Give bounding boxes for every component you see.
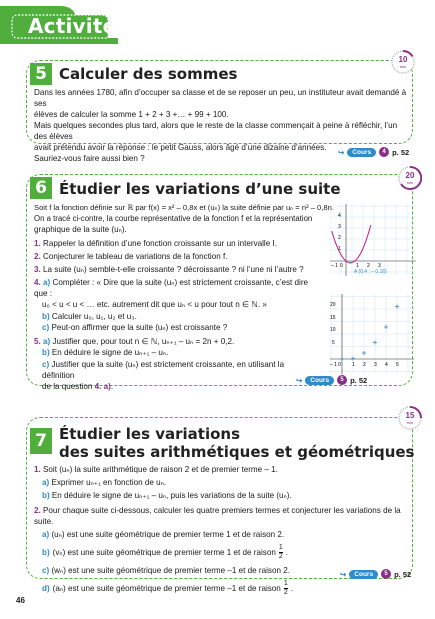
question-number: 2. — [34, 506, 41, 515]
cours-number: 5 — [381, 569, 391, 579]
question-number: 2. — [34, 252, 41, 261]
x-tick-label: 0 — [340, 263, 343, 269]
page-title: Activités — [28, 14, 129, 38]
sequence-point — [395, 305, 399, 309]
text-line: graphique de la suite (uₙ). — [34, 225, 127, 234]
timer-value: 15 — [405, 411, 415, 420]
numerator: 1 — [278, 544, 283, 551]
x-tick-label: 3 — [374, 362, 377, 368]
text-line: avait prétendu avoir la réponse : le petit Gauss, alors âgé d’une dizaine d’années. — [34, 143, 327, 152]
question-text: Compléter : « Dire que la suite (uₙ) est strictement croissante, c’est dire que : — [34, 278, 309, 298]
x-tick-label: – 1 — [330, 362, 337, 368]
question-text: de la question — [42, 382, 93, 391]
sequence-point — [340, 357, 344, 361]
question-sub: b) — [42, 491, 50, 500]
question-text: En déduire le signe de uₙ₊₁ – uₙ, puis les variations de la suite (uₙ). — [51, 491, 292, 500]
exercise-number: 7 — [30, 428, 52, 454]
fraction — [284, 580, 288, 597]
question-sub: c) — [42, 323, 50, 332]
x-tick-label: 1 — [352, 362, 355, 368]
text-line: Soit f la fonction définie sur ℝ par f(x) = x² – 0,8x et (uₙ) la suite définie par uₙ = n² – 0,8n. — [34, 203, 334, 212]
question-text: Justifier que, pour tout n ∈ ℕ, uₙ₊₁ – uₙ = 2n + 0,2. — [52, 337, 235, 346]
y-tick-label: 2 — [338, 235, 341, 241]
point-a — [349, 262, 351, 264]
question-reference: 4. a) — [94, 382, 111, 391]
question-sub: c) — [42, 566, 50, 575]
cours-label: Cours — [349, 570, 378, 579]
question — [34, 359, 314, 381]
question-sub: a) — [43, 337, 51, 346]
y-tick-label: 15 — [330, 315, 336, 321]
question-text: En déduire le signe de uₙ₊₁ – uₙ. — [51, 348, 169, 357]
question-number: 1. — [34, 465, 41, 474]
cours-number: 4 — [379, 147, 389, 157]
x-tick-label: – 1 — [331, 263, 338, 269]
question — [34, 477, 409, 488]
x-tick-label: 5 — [396, 362, 399, 368]
question-sub: c) — [42, 360, 50, 369]
y-tick-label: 4 — [338, 213, 341, 219]
x-tick-label: 0 — [338, 362, 341, 368]
question: de la question 4. a). — [42, 382, 114, 391]
cours-page: p. 52 — [394, 569, 412, 579]
question — [34, 464, 409, 475]
cours-reference[interactable] — [340, 569, 411, 579]
question — [34, 251, 314, 262]
question-text: Conjecturer le tableau de variations de la fonction f. — [43, 252, 228, 261]
timer-value: 20 — [405, 171, 415, 180]
title-line: Étudier les variations — [59, 425, 241, 443]
exercise-title — [59, 425, 414, 461]
exercise-number: 5 — [30, 63, 52, 85]
exercise-number: 6 — [30, 177, 52, 199]
y-tick-label: 10 — [330, 327, 336, 333]
question: b) (vₙ) est une suite géométrique de premier terme 1 et de raison $\frac{1}{2}$ . — [42, 544, 289, 560]
exercise-6-intro — [34, 202, 342, 235]
question-text: (uₙ) est une suite géométrique de premier terme 1 et de raison 2. — [51, 530, 285, 539]
cours-reference[interactable] — [296, 375, 367, 385]
question-text: (wₙ) est une suite géométrique de premier terme –1 et de raison 2. — [51, 566, 290, 575]
question — [34, 336, 314, 347]
parabola-curve — [332, 225, 371, 263]
arrow-icon: ↪ — [296, 375, 303, 385]
question — [34, 347, 314, 358]
question-text: Justifier que la suite (uₙ) est strictement croissante, en utilisant la définition — [42, 360, 285, 380]
question — [34, 322, 314, 333]
exercise-title: Étudier les variations d’une suite — [59, 180, 341, 198]
text-line: élèves de calculer la somme 1 + 2 + 3 +… + 99 + 100. — [34, 110, 229, 119]
text-line: Dans les années 1780, afin d’occuper sa classe et de se reposer un peu, un instituteur avait demandé à ses — [34, 88, 407, 108]
question-sub: b) — [42, 348, 50, 357]
question-number: 4. — [34, 278, 41, 287]
x-tick-label: 4 — [385, 362, 388, 368]
question — [34, 529, 409, 540]
question-number: 5. — [34, 337, 41, 346]
question-sub: b) — [42, 548, 50, 557]
x-tick-label: 2 — [363, 362, 366, 368]
graph-parabola — [330, 204, 416, 276]
x-tick-label: 1 — [356, 263, 359, 269]
question-text: (vₙ) est une suite géométrique de premier terme 1 et de raison — [52, 548, 276, 557]
cours-reference[interactable] — [338, 147, 409, 157]
question-sub: a) — [42, 478, 50, 487]
question-number: 3. — [34, 265, 41, 274]
question-text: (aₙ) est une suite géométrique de premier terme –1 et de raison — [52, 584, 281, 593]
question-sub: d) — [42, 584, 50, 593]
question — [34, 238, 314, 249]
timer-value: 10 — [398, 55, 408, 64]
point-label: A (0,4 ; – 0,16) — [354, 269, 387, 275]
graph-sequence — [330, 294, 414, 374]
question-text: Soit (uₙ) la suite arithmétique de raison 2 et de premier terme – 1. — [43, 465, 278, 474]
question — [34, 277, 314, 299]
question-text: Exprimer uₙ₊₁ en fonction de uₙ. — [51, 478, 167, 487]
numerator: 1 — [283, 580, 288, 587]
timer-unit: min — [399, 64, 407, 69]
question: d) (aₙ) est une suite géométrique de premier terme –1 et de raison $\frac{1}{2}$ . — [42, 580, 293, 596]
exercise-6-questions — [34, 238, 314, 392]
question-text: Calculer u₀, u₁, u₂ et u₃. — [51, 312, 137, 321]
cours-label: Cours — [347, 148, 376, 157]
cours-label: Cours — [305, 376, 334, 385]
text-line: On a tracé ci-contre, la courbe représentative de la fonction f et la représentation — [34, 214, 313, 223]
arrow-icon: ↪ — [340, 569, 347, 579]
question-sub: a) — [43, 278, 51, 287]
arrow-icon: ↪ — [338, 147, 345, 157]
x-tick-label: 3 — [378, 263, 381, 269]
question — [34, 264, 314, 275]
denominator: 2 — [283, 589, 288, 596]
timer-unit: min — [406, 180, 414, 185]
cours-number: 5 — [337, 375, 347, 385]
text-line: Sauriez-vous faire aussi bien ? — [34, 154, 145, 163]
question-sub: a) — [42, 530, 50, 539]
denominator: 2 — [278, 553, 283, 560]
sequence-point — [373, 341, 377, 345]
sequence-point — [362, 351, 366, 355]
fraction — [279, 544, 283, 561]
question-text: u₀ < u < u < … etc. autrement dit que uₙ < u pour tout n ∈ ℕ. » — [42, 300, 267, 309]
sequence-point — [384, 325, 388, 329]
timer-unit: min — [406, 420, 414, 425]
y-tick-label: 1 — [338, 246, 341, 252]
question-sub: b) — [42, 312, 50, 321]
question-text: Rappeler la définition d’une fonction croissante sur un intervalle I. — [43, 239, 277, 248]
question — [34, 311, 314, 322]
question-text: Peut-on affirmer que la suite (uₙ) est croissante ? — [51, 323, 228, 332]
question — [34, 490, 409, 501]
text-line: Mais quelques secondes plus tard, alors que le reste de la classe commençait à peine à réfléchir, l’un des élèves — [34, 121, 398, 141]
question — [34, 299, 314, 310]
cours-page: p. 52 — [350, 375, 368, 385]
page-number: 46 — [16, 596, 25, 605]
y-tick-label: 20 — [330, 302, 336, 308]
x-tick-label: 2 — [367, 263, 370, 269]
title-line: des suites arithmétiques et géométriques — [59, 443, 415, 461]
question-text: Pour chaque suite ci-dessous, calculer les quatre premiers termes et conjecturer les variations de la suite. — [34, 506, 401, 526]
cours-page: p. 52 — [392, 147, 410, 157]
question-text: La suite (uₙ) semble-t-elle croissante ? décroissante ? ni l’une ni l’autre ? — [43, 265, 304, 274]
question-number: 1. — [34, 239, 41, 248]
question — [34, 505, 409, 527]
y-tick-label: 5 — [332, 340, 335, 346]
sequence-point — [351, 357, 355, 361]
exercise-title: Calculer des sommes — [59, 65, 238, 83]
y-tick-label: 3 — [338, 224, 341, 230]
